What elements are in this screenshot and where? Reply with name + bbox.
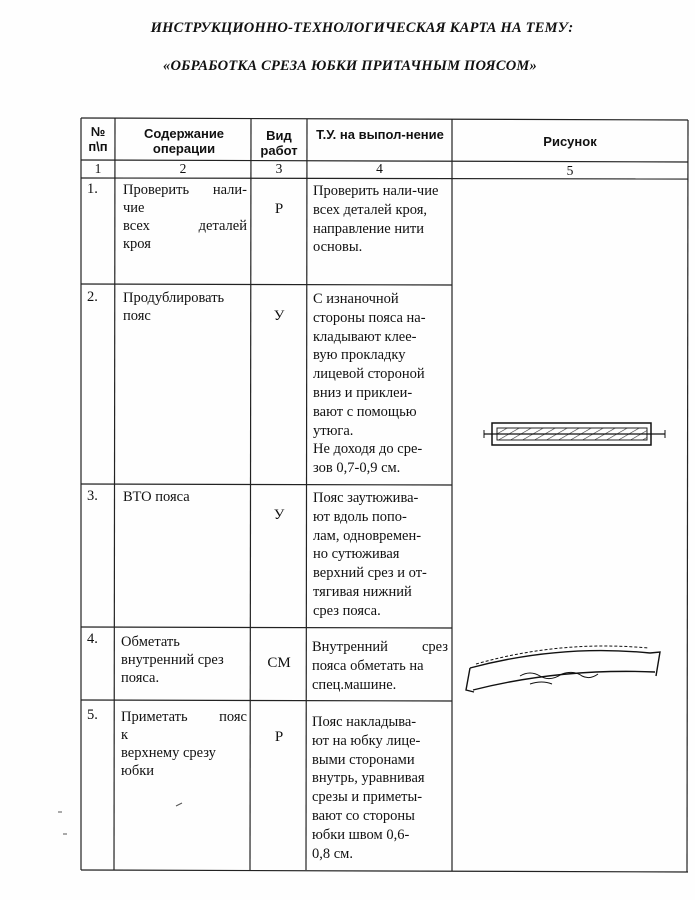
row-5-work-type: Р xyxy=(274,729,284,745)
col-number-1: 1 xyxy=(94,161,102,176)
row-2-tu: С изнаночной стороны пояса на- кладывают клее- вую прокладку лицевой стороной вниз и приклеи- вают с помощью утюга. Не доходя до сре- зов 0,7-0,9 см. xyxy=(313,291,426,477)
header-number: № п\п xyxy=(88,124,108,154)
row-3-tu: Пояс заутюжива- ют вдоль попо- лам, одновремен- но сутюживая верхний срез и от- тягивая нижний срез пояса. xyxy=(313,490,427,619)
scan-marks xyxy=(58,803,182,834)
col-number-5: 5 xyxy=(566,163,574,178)
header-tu: Т.У. на выпол-нение xyxy=(316,127,444,142)
row-5-content: Приметать пояс к верхнему срезу юбки xyxy=(121,709,247,779)
row-5-number: 5. xyxy=(87,707,98,723)
header-picture: Рисунок xyxy=(543,134,597,149)
row-5-tu: Пояс накладыва- ют на юбку лице- выми сторонами внутрь, уравнивая срезы и приметы- вают со стороны юбки швом 0,6- 0,8 см. xyxy=(312,714,425,862)
row-4-number: 4. xyxy=(87,631,98,647)
row-2-content: Продублировать пояс xyxy=(123,290,225,324)
row-1-number: 1. xyxy=(87,181,98,197)
col-number-3: 3 xyxy=(275,161,283,176)
row-4-tu: Внутренний срез пояса обметать на спец.машине. xyxy=(312,639,448,693)
row-3-content: ВТО пояса xyxy=(123,489,190,505)
row-4-content: Обметать внутренний срез пояса. xyxy=(121,634,224,686)
document-title-line-1: ИНСТРУКЦИОННО-ТЕХНОЛОГИЧЕСКАЯ КАРТА НА ТЕМУ: xyxy=(150,20,574,36)
header-work-type: Вид работ xyxy=(260,128,298,158)
row-1-tu: Проверить нали-чие всех деталей кроя, направление нити основы. xyxy=(313,183,439,256)
curved-belt-figure xyxy=(466,646,660,692)
row-4-work-type: СМ xyxy=(267,655,291,671)
row-3-work-type: У xyxy=(273,507,285,523)
col-number-2: 2 xyxy=(179,161,187,176)
header-content: Содержание операции xyxy=(143,126,225,156)
row-3-number: 3. xyxy=(87,488,98,504)
belt-interfacing-figure xyxy=(484,423,665,445)
document-title-line-2: «ОБРАБОТКА СРЕЗА ЮБКИ ПРИТАЧНЫМ ПОЯСОМ» xyxy=(163,58,537,74)
row-2-number: 2. xyxy=(87,289,98,305)
row-1-work-type: Р xyxy=(274,201,284,217)
row-2-work-type: У xyxy=(273,308,285,324)
row-1-content: Проверить нали- чие всех деталей кроя xyxy=(123,182,247,252)
col-number-4: 4 xyxy=(376,161,383,176)
